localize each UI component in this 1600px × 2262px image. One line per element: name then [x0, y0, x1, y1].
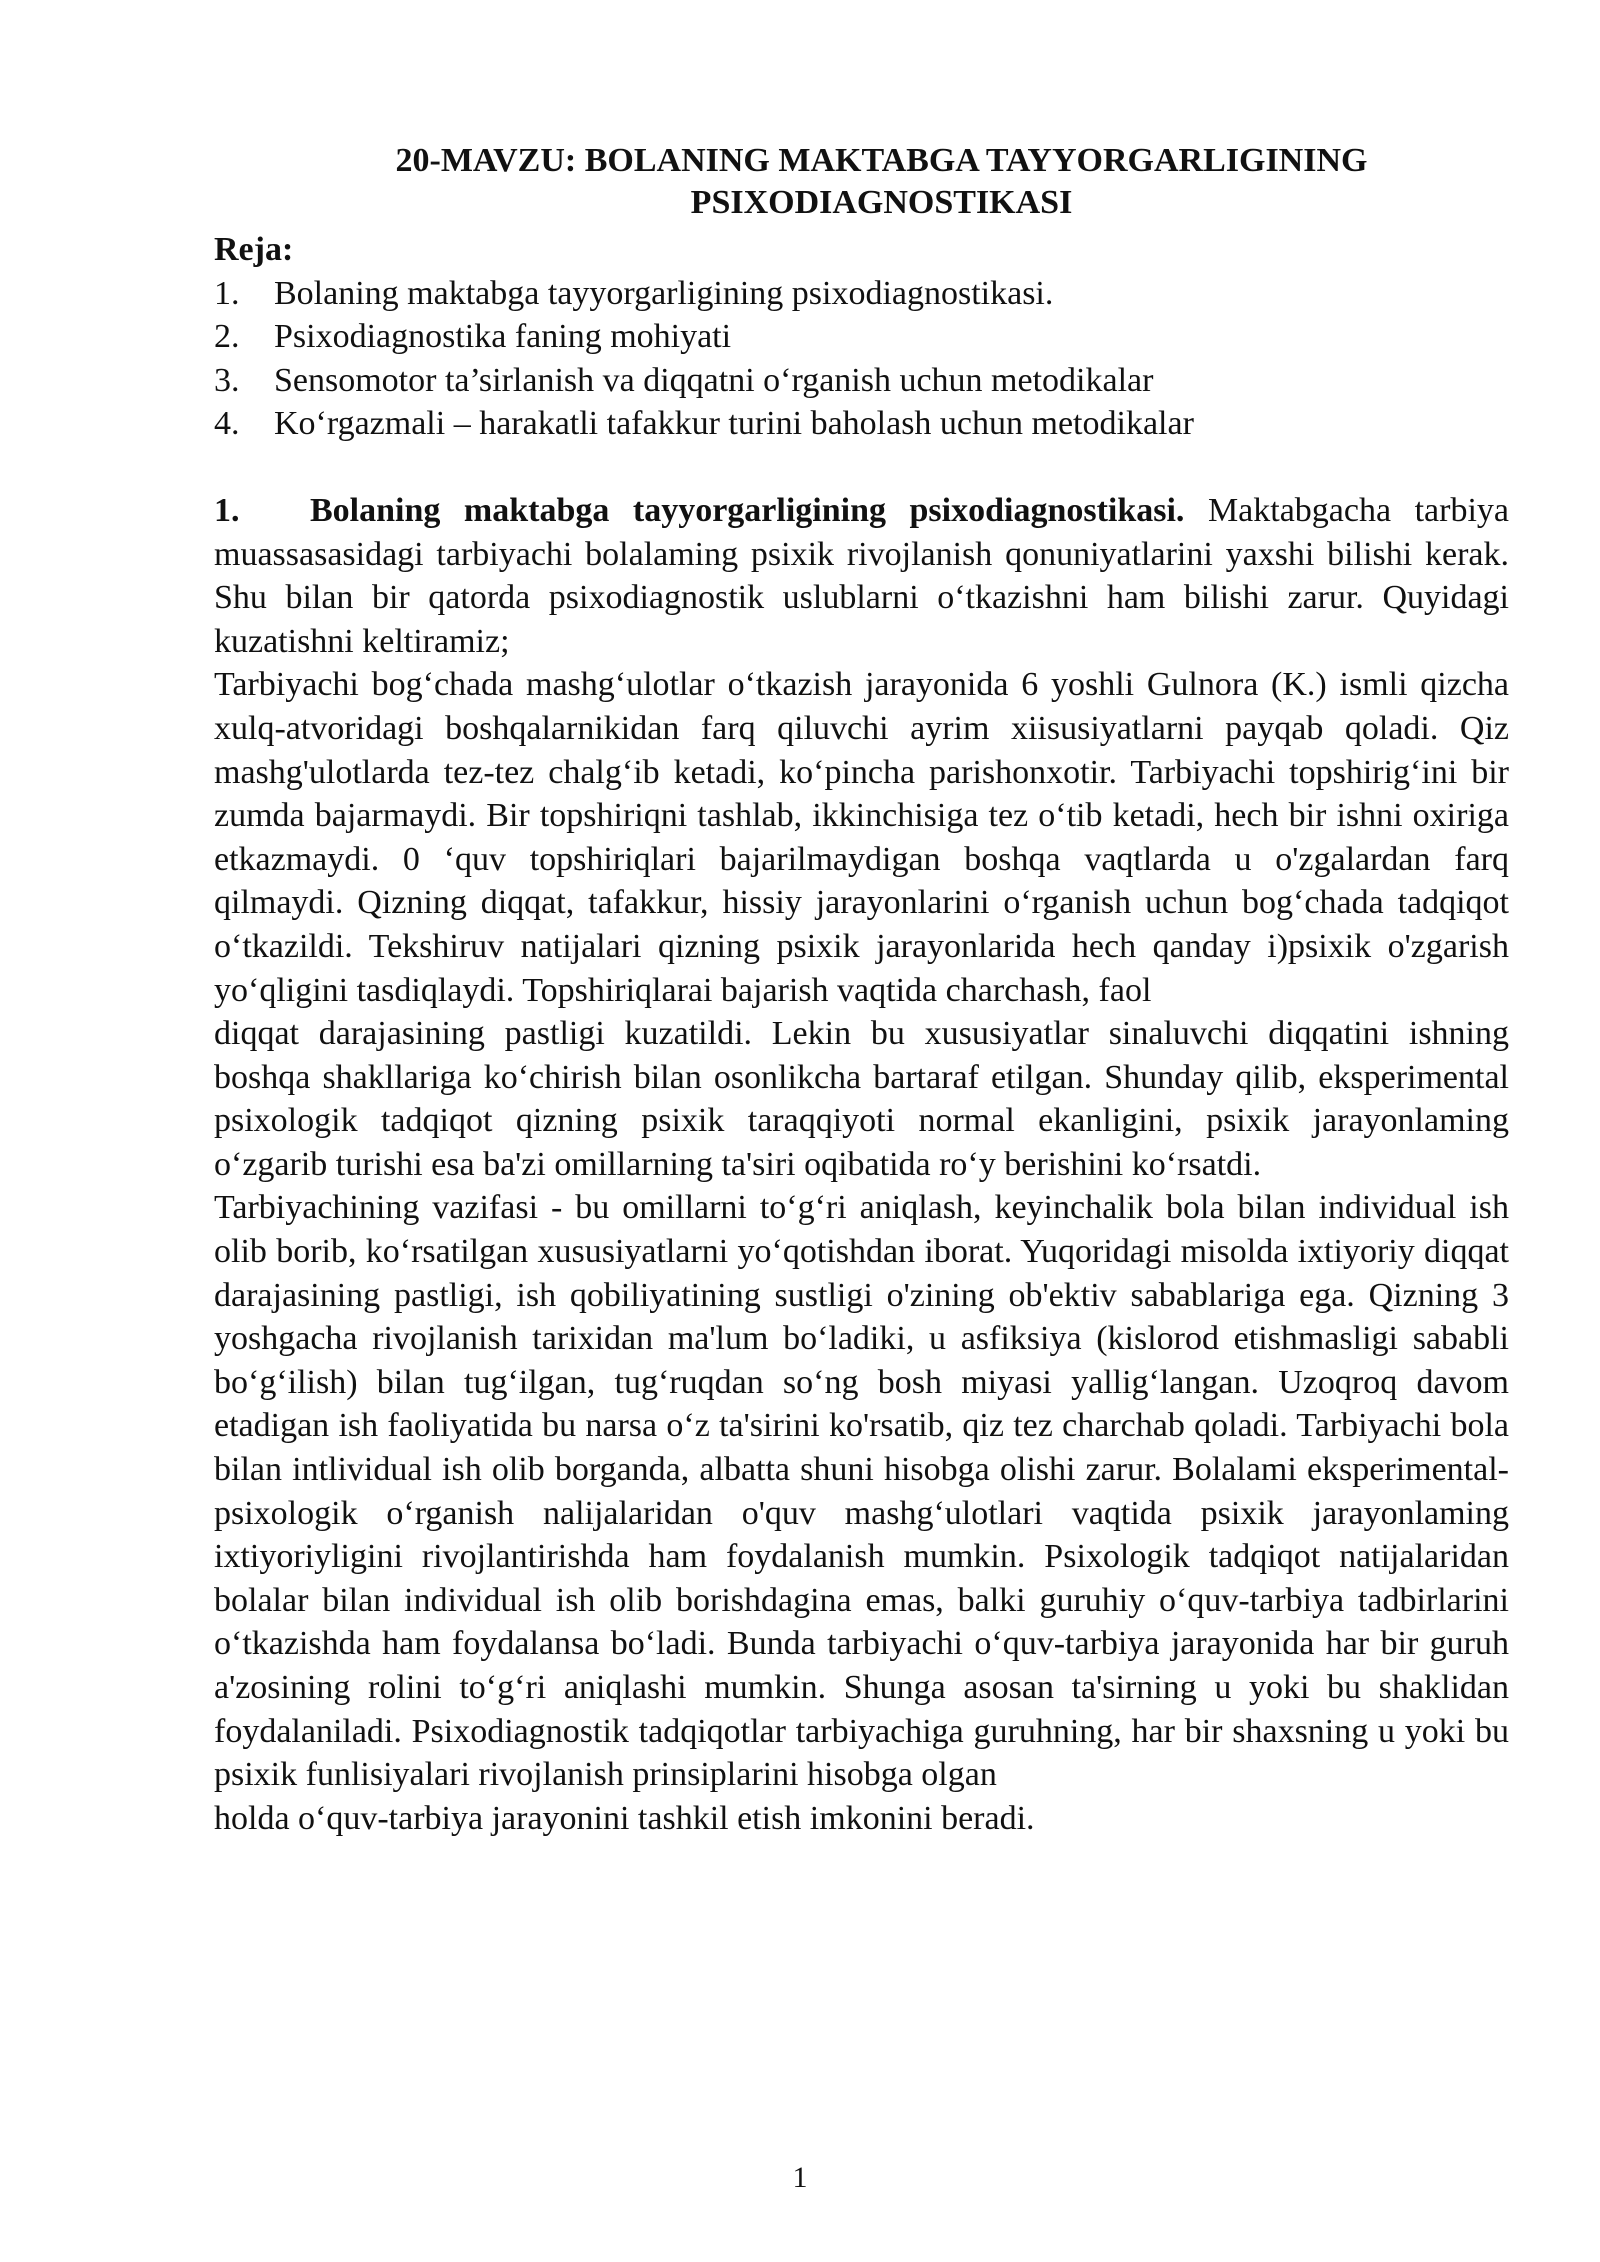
section-number: 1.: [214, 491, 240, 529]
plan-list: [214, 272, 1509, 446]
plan-item: [214, 402, 1509, 446]
plan-item-number: 3.: [214, 361, 240, 399]
plan-item: [214, 359, 1509, 403]
plan-item-text: Psixodiagnostika faning mohiyati: [274, 318, 732, 356]
plan-item-number: 1.: [214, 274, 240, 312]
plan-item: [214, 315, 1509, 359]
body-paragraph: diqqat darajasining pastligi kuzatildi. Lekin bu xususiyatlar sinaluvchi diqqatini ishning boshqa shakllariga ko‘chirish bilan osonlikcha bartaraf etilgan. Shunday qilib, eksperimental psixologik tadqiqot qizning psixik taraqqiyoti normal ekanligini, psixik jarayonlaming o‘zgarib turishi esa ba'zi omillarning ta'siri oqibatida ro‘y berishini ko‘rsatdi.: [214, 1015, 1509, 1183]
body-paragraph: holda o‘quv-tarbiya jarayonini tashkil etish imkonini beradi.: [214, 1799, 1035, 1837]
document-title: [214, 140, 1509, 224]
title-line-1: 20-MAVZU: BOLANING MAKTABGA TAYYORGARLIGINING: [395, 142, 1368, 179]
plan-item: [214, 272, 1509, 316]
section-lead-text: Maktabgacha tarbiya muassasasidagi tarbiyachi bolalaming psixik rivojlanish qonuniyatlarini yaxshi bilishi kerak. Shu bilan bir qatorda psixodiagnostik uslublarni o‘tkazishni ham bilishi zarur. Quyidagi kuzatishni keltiramiz;: [214, 491, 1509, 660]
section-heading: Bolaning maktabga tayyorgarligining psixodiagnostikasi.: [310, 491, 1185, 529]
plan-item-text: Bolaning maktabga tayyorgarligining psixodiagnostikasi.: [274, 274, 1054, 312]
plan-item-text: Sensomotor ta’sirlanish va diqqatni o‘rganish uchun metodikalar: [274, 361, 1154, 399]
plan-item-text: Ko‘rgazmali – harakatli tafakkur turini baholash uchun metodikalar: [274, 405, 1194, 443]
body-paragraph: Tarbiyachining vazifasi - bu omillarni to‘g‘ri aniqlash, keyinchalik bola bilan individual ish olib borib, ko‘rsatilgan xususiyatlarni yo‘qotishdan iborat. Yuqoridagi misolda ixtiyoriy diqqat darajasining pastligi, ish qobiliyatining sustligi o'zining ob'ektiv sabablariga ega. Qizning 3 yoshgacha rivojlanish tarixidan ma'lum bo‘ladiki, u asfiksiya (kislorod etishmasligi sababli bo‘g‘ilish) bilan tug‘ilgan, tug‘ruqdan so‘ng bosh miyasi yallig‘langan. Uzoqroq davom etadigan ish faoliyatida bu narsa o‘z ta'sirini ko'rsatib, qiz tez charchab qoladi. Tarbiyachi bola bilan intlividual ish olib borganda, albatta shuni hisobga olishi zarur. Bolalami eksperimental-psixologik o‘rganish nalijalaridan o'quv mashg‘ulotlari vaqtida psixik jarayonlaming ixtiyoriyligini rivojlantirishda ham foydalanish mumkin. Psixologik tadqiqot natijalaridan bolalar bilan individual ish olib borishdagina emas, balki guruhiy o‘quv-tarbiya tadbirlarini o‘tkazishda ham foydalansa bo‘ladi. Bunda tarbiyachi o‘quv-tarbiya jarayonida har bir guruh a'zosining rolini to‘g‘ri aniqlashi mumkin. Shunga asosan ta'sirning u yoki bu shaklidan foydalaniladi. Psixodiagnostik tadqiqotlar tarbiyachiga guruhning, har bir shaxsning u yoki bu psixik funlisiyalari rivojlanish prinsiplarini hisobga olgan: [214, 1189, 1509, 1794]
title-line-2: PSIXODIAGNOSTIKASI: [690, 184, 1073, 221]
section-1-intro-paragraph: [214, 489, 1509, 663]
page-content: [214, 140, 1509, 1840]
section-1: [214, 489, 1509, 1840]
plan-item-number: 4.: [214, 405, 240, 443]
body-paragraph: Tarbiyachi bog‘chada mashg‘ulotlar o‘tkazish jarayonida 6 yoshli Gulnora (K.) ismli qizcha xulq-atvoridagi boshqalarnikidan farq qiluvchi ayrim xiisusiyatlarni payqab qoladi. Qiz mashg'ulotlarda tez-tez chalg‘ib ketadi, ko‘pincha parishonxotir. Tarbiyachi topshirig‘ini bir zumda bajarmaydi. Bir topshiriqni tashlab, ikkinchisiga tez o‘tib ketadi, hech bir ishni oxiriga etkazmaydi. 0 ‘quv topshiriqlari bajarilmaydigan boshqa vaqtlarda u o'zgalardan farq qilmaydi. Qizning diqqat, tafakkur, hissiy jarayonlarini o‘rganish uchun bog‘chada tadqiqot o‘tkazildi. Tekshiruv natijalari qizning psixik jarayonlarida hech qanday i)psixik o'zgarish yo‘qligini tasdiqlaydi. Topshiriqlarai bajarish vaqtida charchash, faol: [214, 666, 1509, 1009]
plan-item-number: 2.: [214, 318, 240, 356]
plan-label: Reja:: [214, 231, 294, 268]
page-number: 1: [792, 2161, 808, 2194]
